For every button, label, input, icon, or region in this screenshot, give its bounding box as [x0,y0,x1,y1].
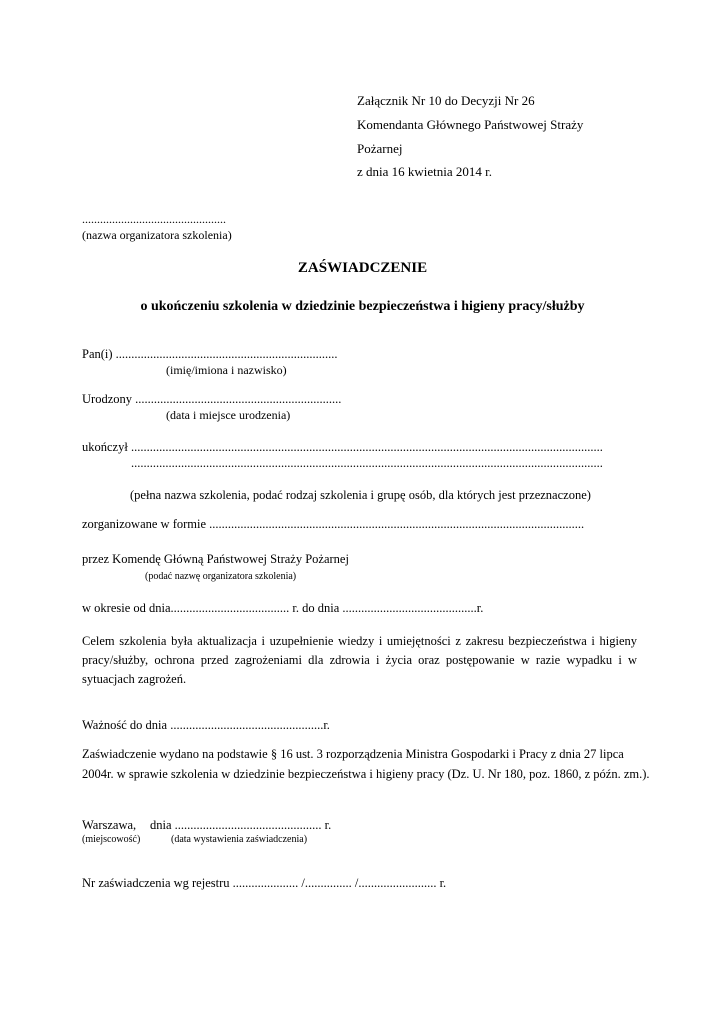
legal-basis-line-2: 2004r. w sprawie szkolenia w dziedzinie bezpieczeństwa i higieny pracy (Dz. U. Nr 180, poz. 1860, z późn. zm.). [82,767,650,781]
issue-date-field: dnia ............................................... r. [150,818,332,832]
organized-by-caption: (podać nazwę organizatora szkolenia) [145,571,297,582]
annex-line-1: Załącznik Nr 10 do Decyzji Nr 26 [357,93,535,108]
completed-field-line-2: ....................................................................................................................................................... [131,456,603,470]
issue-place-caption: (miejscowość) [82,834,141,845]
completed-field-line-1: ukończył ....................................................................................................................................................... [82,440,603,454]
issue-date-caption: (data wystawienia zaświadczenia) [171,834,308,845]
annex-line-2: Komendanta Głównego Państwowej Straży [357,117,584,132]
form-field: zorganizowane w formie ........................................................................................................................ [82,517,585,531]
legal-basis-line-1: Zaświadczenie wydano na podstawie § 16 ust. 3 rozporządzenia Ministra Gospodarki i Pracy z dnia 27 lipca [82,747,624,761]
annex-line-4: z dnia 16 kwietnia 2014 r. [357,164,493,179]
organizer-caption: (nazwa organizatora szkolenia) [82,228,232,242]
validity-field: Ważność do dnia .................................................r. [82,718,330,732]
issue-place: Warszawa, [82,818,137,832]
purpose-paragraph: Celem szkolenia była aktualizacja i uzupełnienie wiedzy i umiejętności z zakresu bezpieczeństwa i higieny pracy/służby, ochrona przed zagrożeniami dla zdrowia i życia oraz postępowanie w razie wypadku i w sytuacjach zagrożeń. [82,634,637,686]
born-field: Urodzony .................................................................. [82,392,342,406]
annex-line-3: Pożarnej [357,141,403,156]
document-subtitle: o ukończeniu szkolenia w dziedzinie bezpieczeństwa i higieny pracy/służby [140,299,585,314]
organizer-dots: ................................................ [82,212,226,226]
document-title: ZAŚWIADCZENIE [297,260,428,276]
born-caption: (data i miejsce urodzenia) [166,408,291,422]
name-caption: (imię/imiona i nazwisko) [166,363,287,377]
period-field: w okresie od dnia...................................... r. do dnia ...........................................r. [82,601,484,615]
name-field: Pan(i) ....................................................................... [82,347,338,361]
registry-number-field: Nr zaświadczenia wg rejestru ..................... /............... /......................... r. [82,876,447,890]
organized-by: przez Komendę Główną Państwowej Straży Pożarnej [82,552,349,566]
completed-caption: (pełna nazwa szkolenia, podać rodzaj szkolenia i grupę osób, dla których jest przeznaczone) [130,488,591,502]
